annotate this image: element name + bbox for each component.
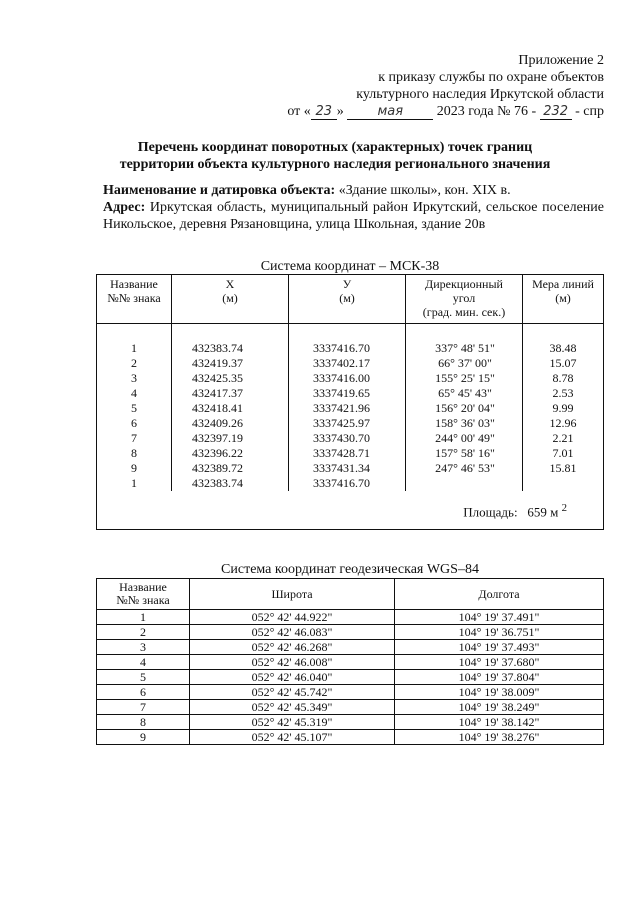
wgs-row — [97, 685, 604, 700]
direction-angle: 247° 46' 53" — [406, 461, 523, 476]
direction-angle: 155° 25' 15" — [406, 371, 523, 386]
line-length: 12.96 — [523, 416, 604, 431]
handwritten-order-number: 232 — [540, 105, 572, 120]
wgs-header-lat: Широта — [190, 579, 395, 610]
msk-row — [97, 416, 604, 431]
msk-row — [97, 341, 604, 356]
y-coordinate: 3337419.65 — [289, 386, 406, 401]
point-number: 6 — [97, 685, 190, 700]
msk-row — [97, 371, 604, 386]
point-number: 9 — [97, 730, 190, 745]
longitude: 104° 19' 38.276" — [395, 730, 604, 745]
y-coordinate: 3337430.70 — [289, 431, 406, 446]
longitude: 104° 19' 38.009" — [395, 685, 604, 700]
object-name-line — [103, 182, 604, 199]
spacer-cell — [523, 324, 604, 342]
spacer-cell — [97, 324, 172, 342]
order-date-line — [287, 103, 604, 120]
latitude: 052° 42' 46.268" — [190, 640, 395, 655]
msk-row — [97, 431, 604, 446]
wgs-header-lon: Долгота — [395, 579, 604, 610]
date-suffix: - спр — [575, 104, 604, 119]
order-line: к приказу службы по охране объектов — [378, 70, 604, 85]
msk-header-angle: Дирекционный угол (град. мин. сек.) — [406, 275, 523, 324]
point-number: 4 — [97, 655, 190, 670]
wgs-row — [97, 625, 604, 640]
point-number: 8 — [97, 715, 190, 730]
latitude: 052° 42' 46.040" — [190, 670, 395, 685]
line-length: 7.01 — [523, 446, 604, 461]
latitude: 052° 42' 46.008" — [190, 655, 395, 670]
msk-row — [97, 401, 604, 416]
wgs-row — [97, 655, 604, 670]
x-coordinate: 432417.37 — [172, 386, 289, 401]
wgs-row — [97, 700, 604, 715]
area-value: Площадь: 659 м $^2$ — [97, 491, 604, 530]
date-mid: 2023 года № 76 - — [436, 104, 537, 119]
line-length: 38.48 — [523, 341, 604, 356]
msk-row — [97, 461, 604, 476]
x-coordinate: 432418.41 — [172, 401, 289, 416]
area-row — [97, 491, 604, 530]
line-length: 8.78 — [523, 371, 604, 386]
wgs-header-name: Название №№ знака — [97, 579, 190, 610]
point-number: 5 — [97, 670, 190, 685]
msk-header-length: Мера линий (м) — [523, 275, 604, 324]
y-coordinate: 3337416.00 — [289, 371, 406, 386]
y-coordinate: 3337425.97 — [289, 416, 406, 431]
point-number: 3 — [97, 371, 172, 386]
direction-angle: 66° 37' 00" — [406, 356, 523, 371]
point-number: 1 — [97, 610, 190, 625]
longitude: 104° 19' 37.493" — [395, 640, 604, 655]
object-name-label: Наименование и датировка объекта: — [103, 183, 336, 198]
longitude: 104° 19' 37.491" — [395, 610, 604, 625]
msk-header-x: X (м) — [172, 275, 289, 324]
longitude: 104° 19' 38.249" — [395, 700, 604, 715]
y-coordinate: 3337421.96 — [289, 401, 406, 416]
wgs-caption: Система координат геодезическая WGS–84 — [221, 562, 479, 577]
point-number: 8 — [97, 446, 172, 461]
line-length: 2.53 — [523, 386, 604, 401]
title-line-1: Перечень координат поворотных (характерных) точек границ — [137, 140, 533, 155]
line-length: 15.07 — [523, 356, 604, 371]
direction-angle: 65° 45' 43" — [406, 386, 523, 401]
y-coordinate: 3337402.17 — [289, 356, 406, 371]
x-coordinate: 432397.19 — [172, 431, 289, 446]
spacer-cell — [289, 324, 406, 342]
direction-angle: 156° 20' 04" — [406, 401, 523, 416]
spacer-cell — [172, 324, 289, 342]
wgs-row — [97, 730, 604, 745]
y-coordinate: 3337431.34 — [289, 461, 406, 476]
point-number: 9 — [97, 461, 172, 476]
point-number: 6 — [97, 416, 172, 431]
latitude: 052° 42' 46.083" — [190, 625, 395, 640]
wgs-row — [97, 640, 604, 655]
point-number: 2 — [97, 356, 172, 371]
wgs-row — [97, 610, 604, 625]
latitude: 052° 42' 45.349" — [190, 700, 395, 715]
latitude: 052° 42' 44.922" — [190, 610, 395, 625]
msk-header-name: Название №№ знака — [97, 275, 172, 324]
line-length: 15.81 — [523, 461, 604, 476]
longitude: 104° 19' 37.804" — [395, 670, 604, 685]
point-number: 4 — [97, 386, 172, 401]
msk-coordinates-table — [96, 274, 604, 530]
document-title — [60, 139, 610, 173]
object-address-value: Иркутская область, муниципальный район Иркутский, сельское поселение Никольское, деревня Рязановщина, улица Школьная, здание 20в — [103, 200, 604, 232]
msk-spacer-row — [97, 324, 604, 342]
longitude: 104° 19' 37.680" — [395, 655, 604, 670]
point-number: 5 — [97, 401, 172, 416]
appendix-header — [287, 52, 604, 120]
wgs-row — [97, 670, 604, 685]
wgs-header-row — [97, 579, 604, 610]
longitude: 104° 19' 36.751" — [395, 625, 604, 640]
point-number: 7 — [97, 431, 172, 446]
line-length: 9.99 — [523, 401, 604, 416]
direction-angle: 337° 48' 51" — [406, 341, 523, 356]
point-number: 1 — [97, 476, 172, 491]
msk-header-y: У (м) — [289, 275, 406, 324]
direction-angle — [406, 476, 523, 491]
wgs-row — [97, 715, 604, 730]
x-coordinate: 432389.72 — [172, 461, 289, 476]
msk-body — [97, 324, 604, 530]
direction-angle: 157° 58' 16" — [406, 446, 523, 461]
object-address-label: Адрес: — [103, 200, 146, 215]
y-coordinate: 3337416.70 — [289, 341, 406, 356]
msk-header-row — [97, 275, 604, 324]
date-quote: » — [336, 104, 344, 119]
object-info — [103, 182, 604, 233]
latitude: 052° 42' 45.742" — [190, 685, 395, 700]
msk-row — [97, 446, 604, 461]
latitude: 052° 42' 45.319" — [190, 715, 395, 730]
agency-line: культурного наследия Иркутской области — [356, 87, 604, 102]
line-length — [523, 476, 604, 491]
wgs-body — [97, 610, 604, 745]
date-prefix: от « — [287, 104, 311, 119]
point-number: 7 — [97, 700, 190, 715]
handwritten-month: мая — [347, 105, 433, 120]
msk-row — [97, 386, 604, 401]
x-coordinate: 432383.74 — [172, 476, 289, 491]
object-name-value: «Здание школы», кон. XIX в. — [338, 183, 511, 198]
direction-angle: 244° 00' 49" — [406, 431, 523, 446]
wgs-coordinates-table — [96, 578, 604, 745]
x-coordinate: 432396.22 — [172, 446, 289, 461]
handwritten-day: 23 — [311, 105, 337, 120]
appendix-title: Приложение 2 — [518, 53, 604, 68]
title-line-2: территории объекта культурного наследия регионального значения — [119, 157, 551, 172]
y-coordinate: 3337416.70 — [289, 476, 406, 491]
msk-row — [97, 476, 604, 491]
area-unit-superscript: 2 — [561, 501, 567, 514]
msk-row — [97, 356, 604, 371]
x-coordinate: 432425.35 — [172, 371, 289, 386]
object-address-line — [103, 199, 604, 233]
x-coordinate: 432419.37 — [172, 356, 289, 371]
longitude: 104° 19' 38.142" — [395, 715, 604, 730]
y-coordinate: 3337428.71 — [289, 446, 406, 461]
spacer-cell — [406, 324, 523, 342]
line-length: 2.21 — [523, 431, 604, 446]
msk-caption: Система координат – МСК-38 — [260, 259, 440, 274]
point-number: 1 — [97, 341, 172, 356]
x-coordinate: 432409.26 — [172, 416, 289, 431]
direction-angle: 158° 36' 03" — [406, 416, 523, 431]
point-number: 2 — [97, 625, 190, 640]
x-coordinate: 432383.74 — [172, 341, 289, 356]
latitude: 052° 42' 45.107" — [190, 730, 395, 745]
point-number: 3 — [97, 640, 190, 655]
